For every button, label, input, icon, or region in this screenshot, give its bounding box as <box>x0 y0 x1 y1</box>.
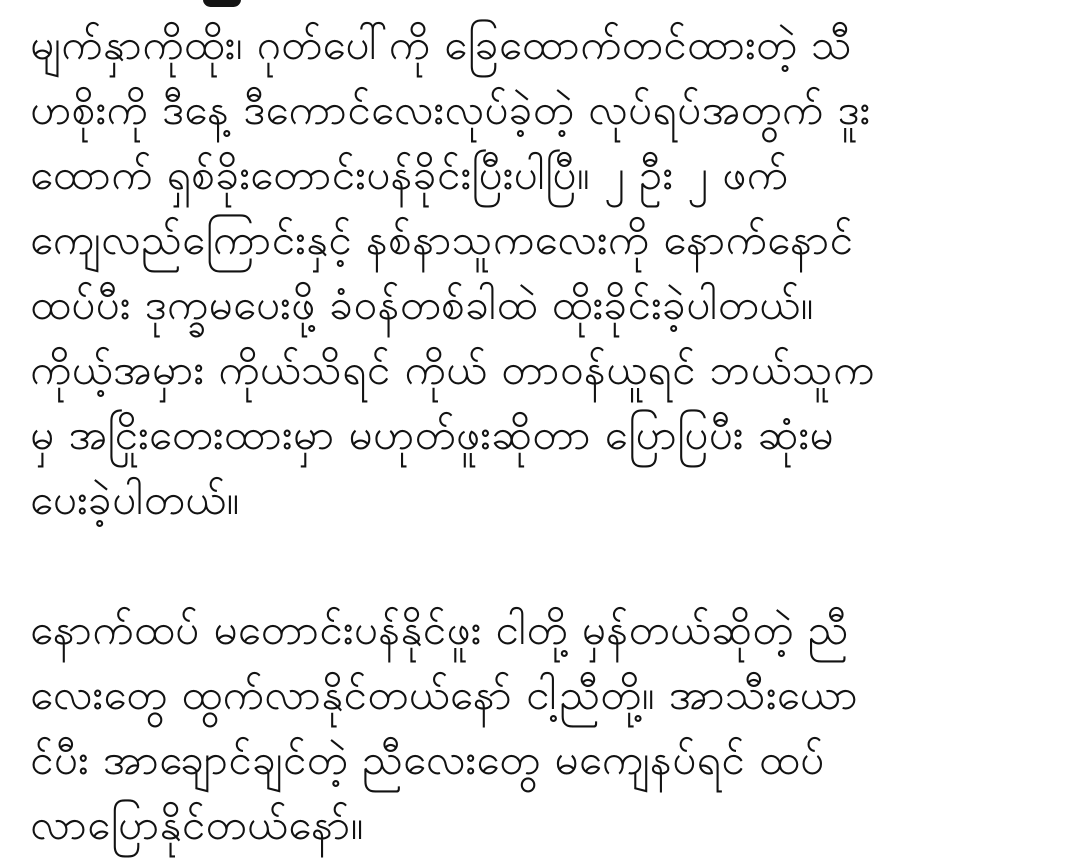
cropped-glyph-remnant <box>203 0 241 7</box>
text-line: မျက်နှာကိုထိုး၊ ဂုတ်ပေါ်ကို ခြေထောက်တင်ထားတဲ့ သီ <box>30 20 853 69</box>
text-line: လေးတွေ ထွက်လာနိုင်တယ်နော် ငါ့ညီတို့။ အာသီးယော <box>30 670 859 719</box>
text-line: ကျေလည်ကြောင်းနှင့် နစ်နာသူကလေးကို နောက်နောင် <box>30 215 854 264</box>
text-line: ဟစိုးကို ဒီနေ့ ဒီကောင်လေးလုပ်ခဲ့တဲ့ လုပ်ရပ်အတွက် ဒူး <box>30 85 871 134</box>
text-line: မှ အငြိုးတေးထားမှာ မဟုတ်ဖူးဆိုတာ ပြောပြပီး ဆုံးမ <box>30 410 834 459</box>
text-line: လာပြောနိုင်တယ်နော်။ <box>30 800 364 849</box>
text-line: ပေးခဲ့ပါတယ်။ <box>30 475 240 524</box>
text-line: ကိုယ့်အမှား ကိုယ်သိရင် ကိုယ် တာဝန်ယူရင် ဘယ်သူက <box>30 345 875 394</box>
text-block <box>30 12 1060 857</box>
text-line: င်ပီး အာချောင်ချင်တဲ့ ညီလေးတွေ မကျေနပ်ရင် ထပ် <box>30 735 825 784</box>
paragraph-1 <box>30 12 1060 532</box>
text-line: ထောက် ရှစ်ခိုးတောင်းပန်ခိုင်းပြီးပါပြီ။ ၂ ဦး ၂ ဖက် <box>30 150 789 199</box>
text-line: နောက်ထပ် မတောင်းပန်နိုင်ဖူး ငါတို့ မှန်တယ်ဆိုတဲ့ ညီ <box>30 605 849 654</box>
paragraph-2 <box>30 597 1060 857</box>
text-line: ထပ်ပီး ဒုက္ခမပေးဖို့ ခံဝန်တစ်ခါထဲ ထိုးခိုင်းခဲ့ပါတယ်။ <box>30 280 814 329</box>
